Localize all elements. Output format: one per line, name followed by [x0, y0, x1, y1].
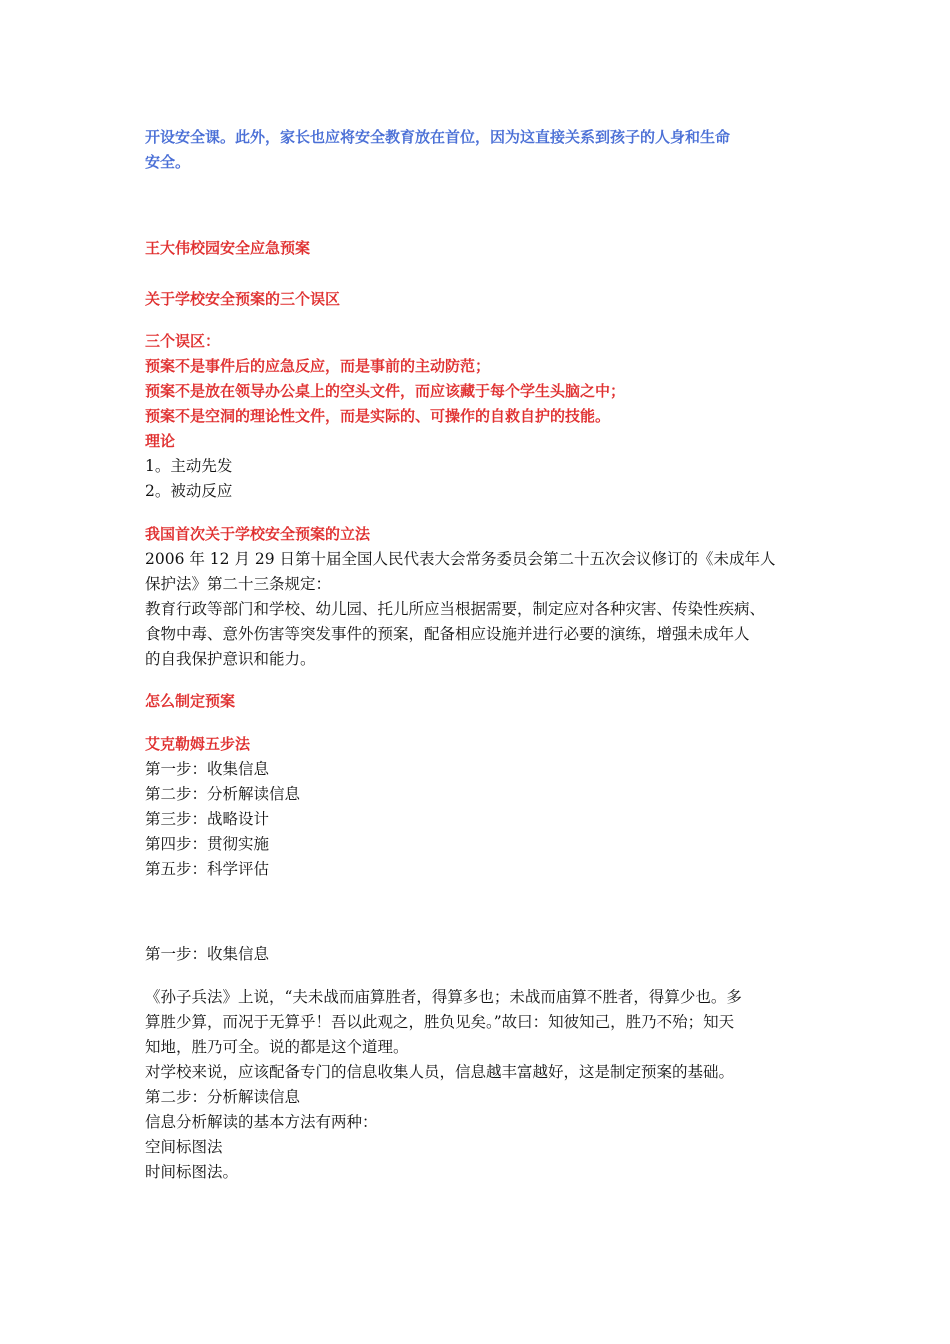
detail-line-4: 对学校来说，应该配备专门的信息收集人员，信息越丰富越好，这是制定预案的基础。	[145, 1063, 735, 1081]
howto-heading: 怎么制定预案	[145, 692, 236, 710]
intro-line-1: 开设安全课。此外，家长也应将安全教育放在首位，因为这直接关系到孩子的人身和生命	[145, 128, 731, 146]
detail-line-8: 时间标图法。	[145, 1163, 239, 1181]
step-item-3: 第三步：战略设计	[145, 810, 270, 828]
law-line-4: 食物中毒、意外伤害等突发事件的预案，配备相应设施并进行必要的演练，增强未成年人	[145, 625, 750, 643]
detail-line-7: 空间标图法	[145, 1138, 223, 1156]
misconception-item-1: 预案不是事件后的应急反应，而是事前的主动防范；	[145, 357, 491, 375]
theory-label: 理论	[145, 432, 176, 450]
detail-line-5: 第二步：分析解读信息	[145, 1088, 301, 1106]
intro-line-2: 安全。	[145, 153, 191, 171]
misconceptions-heading: 关于学校安全预案的三个误区	[145, 290, 341, 308]
step-item-5: 第五步：科学评估	[145, 860, 270, 878]
step-item-1: 第一步：收集信息	[145, 760, 270, 778]
law-heading: 我国首次关于学校安全预案的立法	[145, 525, 371, 543]
law-line-3: 教育行政等部门和学校、幼儿园、托儿所应当根据需要，制定应对各种灾害、传染性疾病、	[145, 600, 766, 618]
misconceptions-label: 三个误区：	[145, 332, 221, 350]
step-item-4: 第四步：贯彻实施	[145, 835, 270, 853]
theory-item-2: 2。被动反应	[145, 482, 233, 500]
misconception-item-2: 预案不是放在领导办公桌上的空头文件，而应该藏于每个学生头脑之中；	[145, 382, 626, 400]
law-line-1: 2006 年 12 月 29 日第十届全国人民代表大会常务委员会第二十五次会议修订的《未成年人	[145, 550, 776, 568]
detail-line-1: 《孙子兵法》上说，“夫未战而庙算胜者，得算多也；未战而庙算不胜者，得算少也。多	[145, 988, 742, 1006]
steps-heading: 艾克勒姆五步法	[145, 735, 251, 753]
misconception-item-3: 预案不是空洞的理论性文件，而是实际的、可操作的自救自护的技能。	[145, 407, 611, 425]
detail-line-6: 信息分析解读的基本方法有两种：	[145, 1113, 378, 1131]
step1-detail-title: 第一步：收集信息	[145, 945, 270, 963]
law-line-5: 的自我保护意识和能力。	[145, 650, 316, 668]
document-title: 王大伟校园安全应急预案	[145, 239, 311, 257]
law-line-2: 保护法》第二十三条规定：	[145, 575, 332, 593]
detail-line-2: 算胜少算，而况于无算乎！吾以此观之，胜负见矣。”故曰：知彼知己，胜乃不殆；知天	[145, 1013, 735, 1031]
detail-line-3: 知地，胜乃可全。说的都是这个道理。	[145, 1038, 409, 1056]
step-item-2: 第二步：分析解读信息	[145, 785, 301, 803]
theory-item-1: 1。主动先发	[145, 457, 233, 475]
